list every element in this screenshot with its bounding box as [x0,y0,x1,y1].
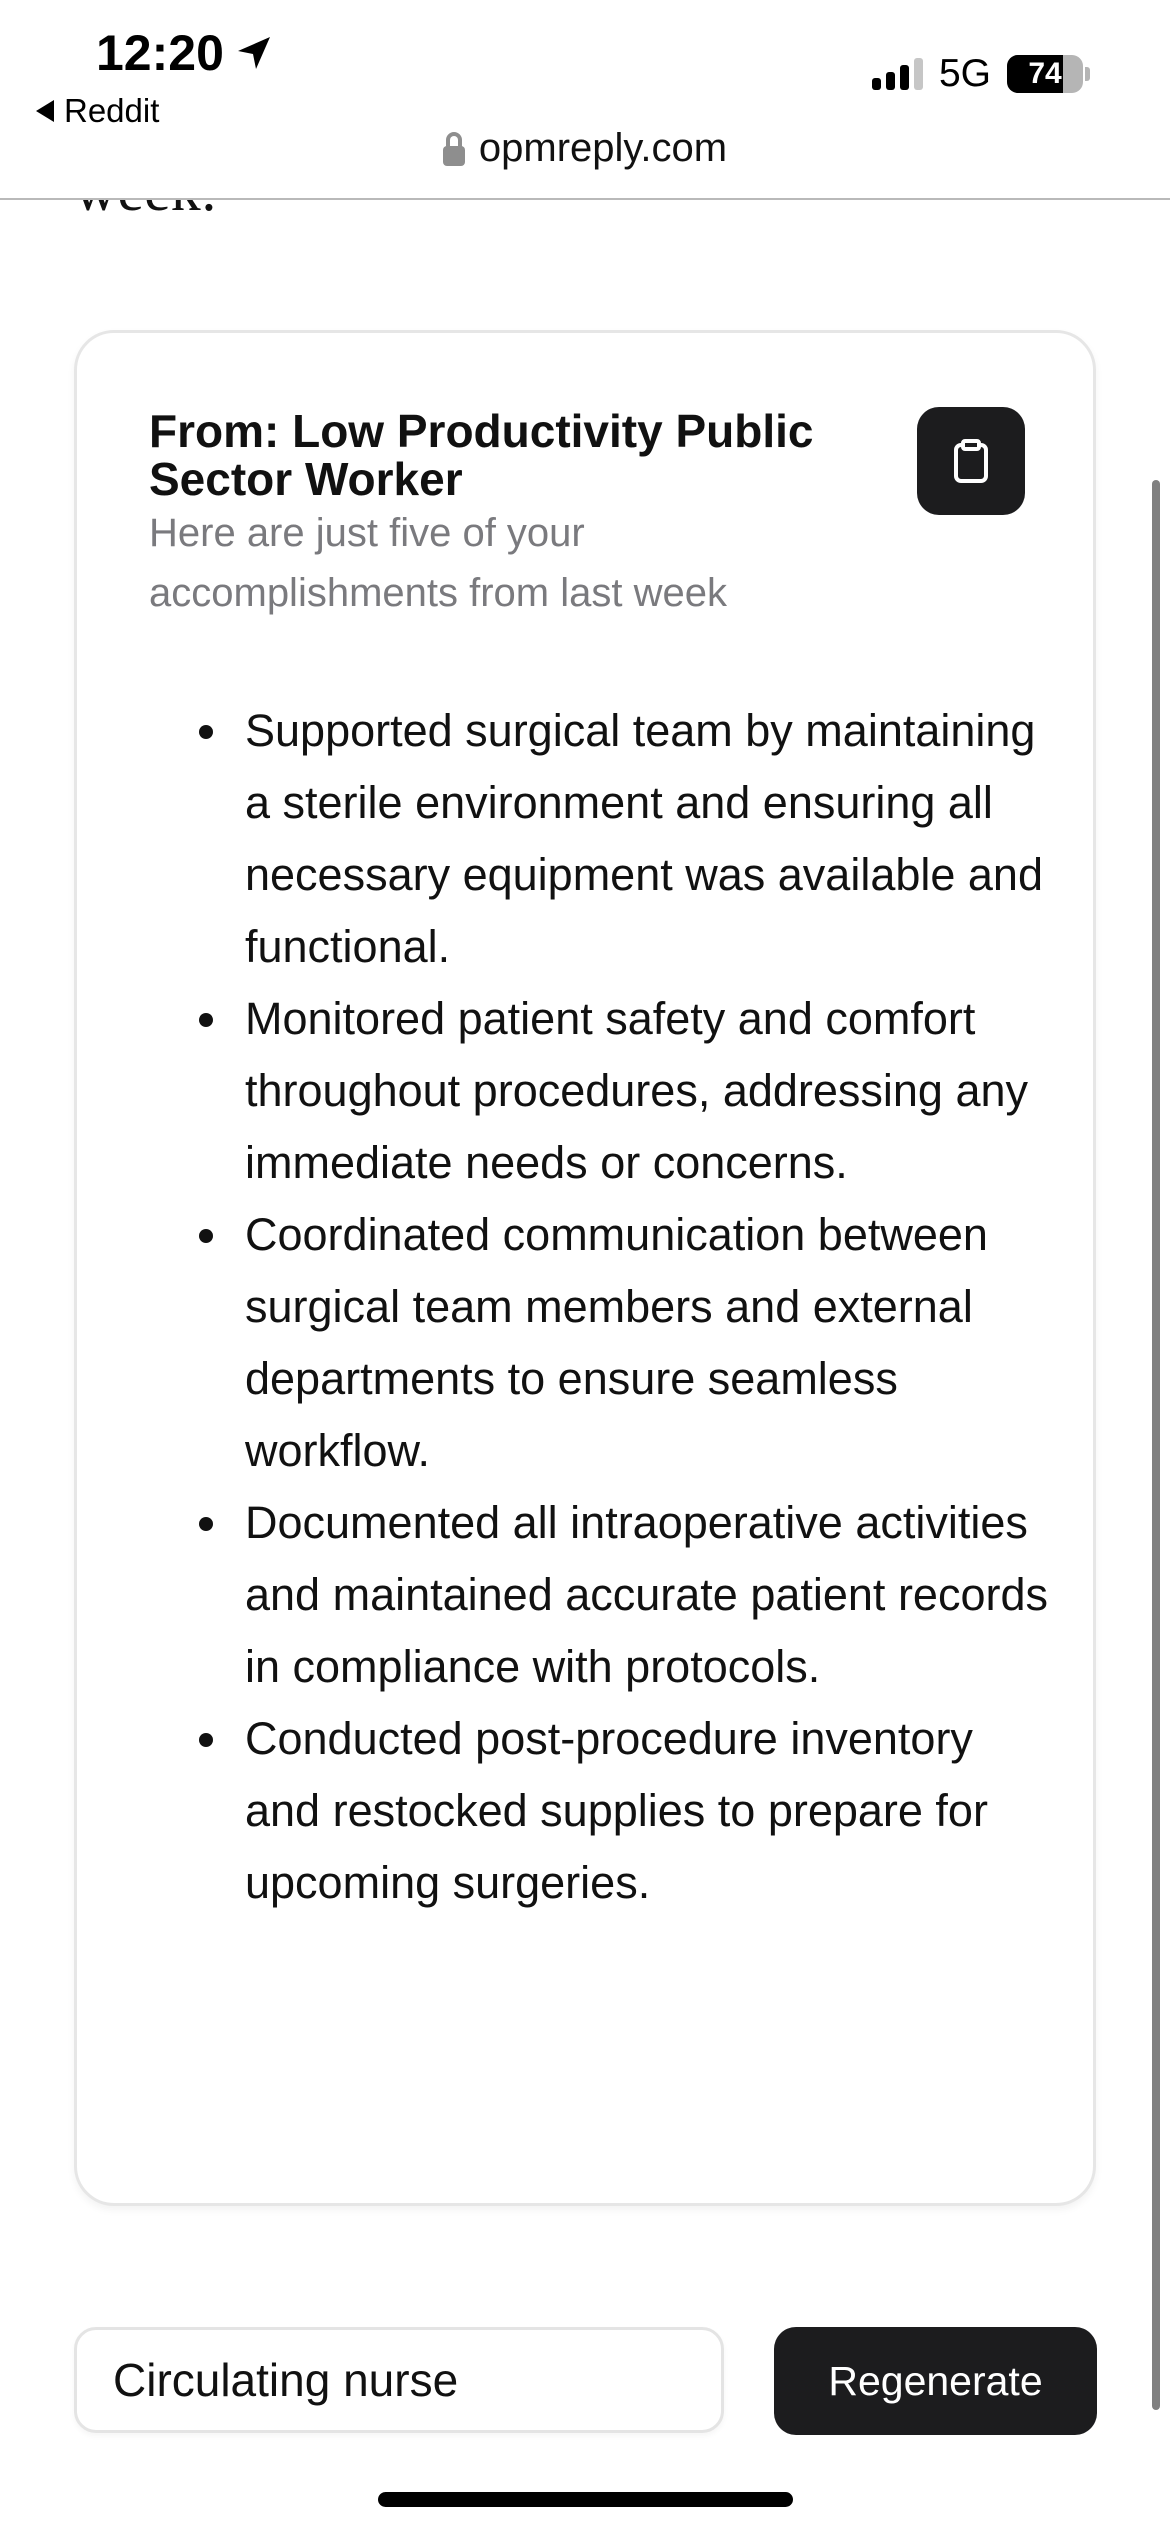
list-item: Conducted post-procedure inventory and restocked supplies to prepare for upcoming surgeries. [149,1703,1049,1919]
list-item: Supported surgical team by maintaining a sterile environment and ensuring all necessary equipment was available and functional. [149,695,1049,983]
clipboard-icon [950,439,992,483]
accomplishments-card [74,330,1096,2206]
home-indicator[interactable] [378,2492,793,2507]
back-to-app-link[interactable] [36,92,159,130]
scrollbar[interactable] [1152,480,1160,2410]
address-bar[interactable] [0,126,1170,171]
card-title: From: Low Productivity Public Sector Worker [149,405,814,505]
location-arrow-icon [234,33,274,73]
copy-to-clipboard-button[interactable] [917,407,1025,515]
regenerate-button[interactable]: Regenerate [774,2327,1097,2435]
card-subtitle: Here are just five of your accomplishments from last week [149,511,727,615]
back-arrow-icon [36,100,54,122]
accomplishments-list [149,695,1049,1919]
browser-chrome [0,0,1170,200]
list-item: Coordinated communication between surgical team members and external departments to ensure seamless workflow. [149,1199,1049,1487]
battery-icon [1007,55,1090,93]
list-item: Monitored patient safety and comfort throughout procedures, addressing any immediate needs or concerns. [149,983,1049,1199]
time-text: 12:20 [96,25,224,81]
status-time [96,24,274,82]
battery-percent: 74 [1028,57,1062,90]
status-indicators [872,52,1090,96]
network-type: 5G [938,52,991,95]
list-item: Documented all intraoperative activities and maintained accurate patient records in compliance with protocols. [149,1487,1049,1703]
lock-icon [443,132,465,166]
url-text: opmreply.com [478,126,728,170]
cellular-signal-icon [872,58,923,90]
job-title-input[interactable] [74,2327,724,2433]
back-app-label: Reddit [64,92,160,129]
